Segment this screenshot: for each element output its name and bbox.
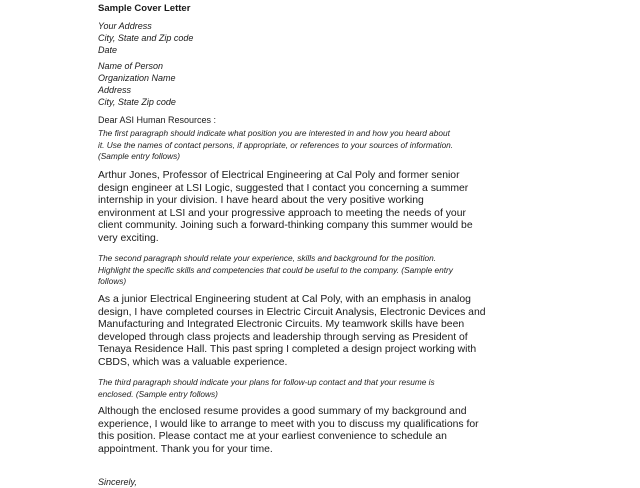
body-line: design, I have completed courses in Electric Circuit Analysis, Electronic Devices and <box>98 306 486 318</box>
body-line: this position. Please contact me at your earliest convenience to schedule an <box>98 431 447 442</box>
body-line: internship in your division. I have heard about the very positive working <box>98 195 424 206</box>
body-paragraph-3 <box>98 406 479 456</box>
sender-city-state-zip: City, State and Zip code <box>98 33 194 43</box>
body-line: Although the enclosed resume provides a good summary of my background and <box>98 406 467 417</box>
sender-block <box>98 20 193 56</box>
body-line: Tenaya Residence Hall. This past spring I completed a design project working with <box>98 344 477 355</box>
body-paragraph-2 <box>98 294 486 369</box>
body-paragraph-1 <box>98 170 473 245</box>
sender-address: Your Address <box>98 21 152 31</box>
guide-line: follows) <box>98 276 127 287</box>
body-line: As a junior Electrical Engineering student at Cal Poly, with an emphasis in analog <box>98 294 471 305</box>
body-line: CBDS, which was a valuable experience. <box>98 356 288 368</box>
recipient-block <box>98 60 176 108</box>
guide-line: it. Use the names of contact persons, if appropriate, or references to your sources of information. <box>98 139 454 150</box>
guide-line: Highlight the specific skills and competencies that could be useful to the company. (Sample entry <box>98 264 453 275</box>
letter-title: Sample Cover Letter <box>98 3 191 14</box>
body-line: experience, I would like to arrange to meet with you to discuss my qualifications for <box>98 418 479 430</box>
body-line: environment at LSI and your progressive approach to meeting the needs of your <box>98 207 466 219</box>
body-line: appointment. Thank you for your time. <box>98 443 273 455</box>
recipient-organization: Organization Name <box>98 73 176 83</box>
sender-date: Date <box>98 45 118 55</box>
body-line: very exciting. <box>98 232 159 244</box>
letter-page <box>98 0 558 487</box>
closing: Sincerely, <box>98 477 137 487</box>
guide-paragraph-1 <box>98 128 453 163</box>
guide-line: (Sample entry follows) <box>98 151 181 162</box>
body-line: developed through class projects and leadership through serving as President of <box>98 331 468 343</box>
guide-line: The second paragraph should relate your experience, skills and background for the position. <box>98 253 437 263</box>
recipient-address: Address <box>98 85 132 95</box>
guide-line: The first paragraph should indicate what position you are interested in and how you heard about <box>98 128 450 138</box>
body-line: Arthur Jones, Professor of Electrical Engineering at Cal Poly and former senior <box>98 170 460 181</box>
salutation: Dear ASI Human Resources : <box>98 115 217 125</box>
guide-paragraph-2 <box>98 253 453 288</box>
body-line: Manufacturing and Integrated Electronic Circuits. My teamwork skills have been <box>98 319 465 330</box>
recipient-name: Name of Person <box>98 61 164 71</box>
body-line: design engineer at LSI Logic, suggested that I contact you concerning a summer <box>98 182 469 194</box>
guide-paragraph-3 <box>98 377 435 400</box>
body-line: client community. Joining such a forward-thinking company this summer would be <box>98 220 473 231</box>
guide-line: The third paragraph should indicate your plans for follow-up contact and that your resume is <box>98 377 435 387</box>
guide-line: enclosed. (Sample entry follows) <box>98 388 218 399</box>
recipient-city-state-zip: City, State Zip code <box>98 97 176 107</box>
